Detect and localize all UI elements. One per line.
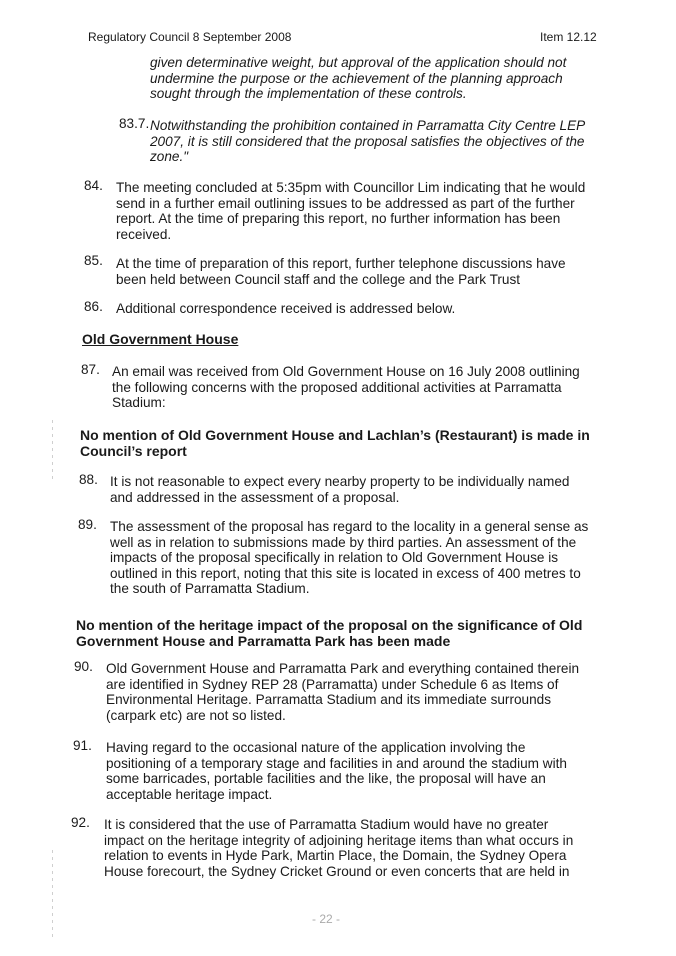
para-number: 90. — [74, 659, 93, 674]
quote-continuation: given determinative weight, but approval of the application should not undermine the purpose or the achievement of the planning approach sought through the implementation of these controls. — [150, 55, 567, 101]
paragraph-89: The assessment of the proposal has regard to the locality in a general sense as well as in relation to submissions made by third parties. An assessment of the impacts of the proposal specifically in relation to Old Government House is outlined in this report, noting that this site is located in excess of 400 metres to the south of Parramatta Stadium. — [110, 519, 589, 596]
para-number: 83.7. — [119, 116, 150, 131]
para-number: 92. — [71, 815, 90, 830]
para-number: 86. — [84, 299, 103, 314]
para-number: 84. — [84, 178, 103, 193]
quote-paragraph-83-7: Notwithstanding the prohibition contained in Parramatta City Centre LEP 2007, it is still considered that the proposal satisfies the objectives of the zone." — [150, 118, 586, 164]
paragraph-84: The meeting concluded at 5:35pm with Councillor Lim indicating that he would send in a further email outlining issues to be addressed as part of the further report. At the time of preparing this report, no further information has been received. — [116, 180, 586, 242]
paragraph-88: It is not reasonable to expect every nearby property to be individually named and addressed in the assessment of a proposal. — [110, 474, 570, 505]
para-number: 85. — [84, 253, 103, 268]
page-number: - 22 - — [312, 912, 341, 926]
subheading-no-mention-restaurant: No mention of Old Government House and Lachlan’s (Restaurant) is made in Council’s report — [80, 427, 590, 459]
paragraph-90: Old Government House and Parramatta Park and everything contained therein are identified in Sydney REP 28 (Parramatta) under Schedule 6 as Items of Environmental Heritage. Parramatta Stadium and its immediate surrounds (carpark etc) are not so listed. — [106, 661, 580, 723]
section-heading-old-government-house: Old Government House — [82, 331, 239, 347]
paragraph-91: Having regard to the occasional nature of the application involving the positioning of a temporary stage and facilities in and around the stadium with some barricades, portable facilities and the like, the proposal will have an acceptable heritage impact. — [106, 740, 567, 802]
paragraph-85: At the time of preparation of this report, further telephone discussions have been held between Council staff and the college and the Park Trust — [116, 256, 566, 287]
para-number: 89. — [78, 517, 97, 532]
scan-mark — [52, 850, 53, 940]
header-left: Regulatory Council 8 September 2008 — [88, 30, 292, 44]
para-number: 88. — [79, 472, 98, 487]
para-number: 91. — [73, 738, 92, 753]
paragraph-86: Additional correspondence received is addressed below. — [116, 301, 456, 316]
subheading-no-mention-heritage: No mention of the heritage impact of the proposal on the significance of Old Government House and Parramatta Park has been made — [76, 617, 583, 649]
para-number: 87. — [81, 362, 100, 377]
paragraph-87: An email was received from Old Government House on 16 July 2008 outlining the following concerns with the proposed additional activities at Parramatta Stadium: — [112, 364, 580, 410]
scan-mark — [52, 420, 53, 480]
paragraph-92: It is considered that the use of Parramatta Stadium would have no greater impact on the heritage integrity of adjoining heritage items than what occurs in relation to events in Hyde Park, Martin Place, the Domain, the Sydney Opera House forecourt, the Sydney Cricket Ground or even concerts that are held in — [104, 817, 574, 879]
header-right: Item 12.12 — [540, 30, 597, 44]
